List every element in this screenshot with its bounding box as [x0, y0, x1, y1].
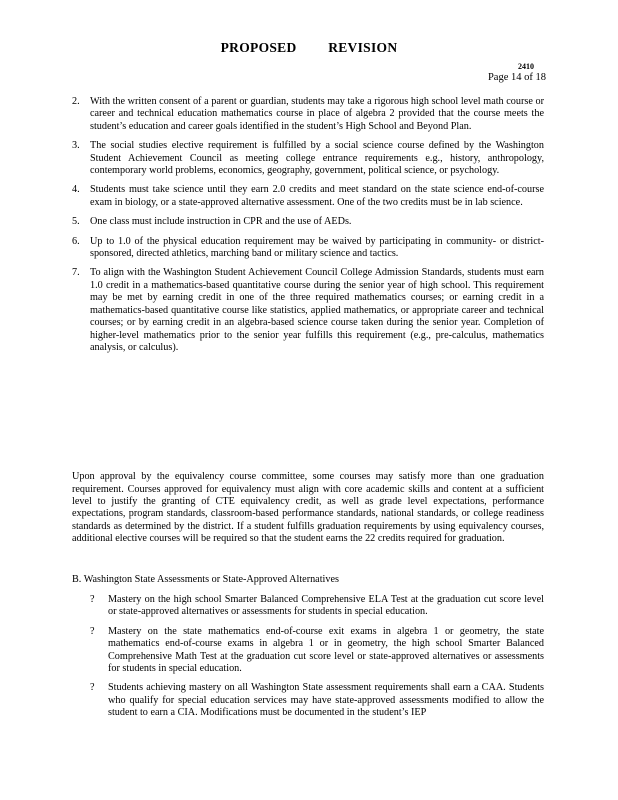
list-item — [90, 626, 544, 676]
item-number: 7. — [72, 267, 80, 279]
item-text: To align with the Washington Student Achievement Council College Admission Standards, students must earn 1.0 credit in a mathematics-based quantitative course during the senior year of high school. This requirement may be met by earning credit in one of the three required mathematics courses; or earning credit in a mathematics-based quantitative course like statistics, applied mathematics, or appropriate career and technical courses; or by earning credit in an algebra-based science course taken during the senior year. Completion of higher-level mathematics prior to the senior year fulfills this requirement (e.g., pre-calculus, mathematics analysis, or calculus). — [90, 267, 544, 353]
bullet-text: Mastery on the state mathematics end-of-course exit exams in algebra 1 or geometry, the state mathematics end-of-course exams in algebra 1 or in geometry, the high school Smarter Balanced Comprehensive Math Test at the graduation cut score level or state-approved alternatives or assessments for students in special education. — [108, 625, 544, 675]
item-text: Up to 1.0 of the physical education requirement may be waived by participating in community- or district-sponsored, directed athletics, marching band or military science and tactics. — [90, 235, 544, 260]
list-item — [72, 184, 544, 209]
item-number: 5. — [72, 216, 80, 228]
requirements-list — [72, 96, 544, 361]
item-number: 2. — [72, 96, 80, 107]
document-number: 2410 — [518, 62, 534, 71]
bullet-icon: ? — [90, 594, 95, 605]
bullet-text: Mastery on the high school Smarter Balanced Comprehensive ELA Test at the graduation cut score level or state-approved alternatives or assessments for students in special education. — [108, 594, 544, 618]
bullet-text: Students achieving mastery on all Washington State assessment requirements shall earn a CAA. Students who qualify for special education services may have state-approved assessments modified to allow the student to earn a CIA. Modifications must be documented in the student’s IEP — [108, 682, 544, 719]
item-text: One class must include instruction in CPR and the use of AEDs. — [90, 216, 352, 228]
list-item — [90, 594, 544, 619]
item-text: The social studies elective requirement is fulfilled by a social science course defined by the Washington Student Achievement Council as meeting college entrance requirements e.g., history, anthropology, contemporary world problems, economics, geography, government, political science, or psychology. — [90, 140, 544, 177]
list-item — [72, 267, 544, 354]
item-text: Students must take science until they earn 2.0 credits and meet standard on the state science end-of-course exam in biology, or a state-approved alternative assessment. One of the two credits must be in lab science. — [90, 184, 544, 208]
page-number: Page 14 of 18 — [487, 72, 546, 83]
list-item — [72, 96, 544, 133]
item-text: With the written consent of a parent or guardian, students may take a rigorous high school level math course or career and technical education mathematics course in place of algebra 2 provided that the course meets the student’s education and career goals identified in the student’s High School and Beyond Plan. — [90, 96, 544, 132]
bullet-icon: ? — [90, 625, 95, 637]
assessment-list — [90, 594, 544, 727]
list-item — [72, 216, 544, 228]
item-number: 3. — [72, 140, 80, 152]
list-item — [72, 236, 544, 261]
list-item — [90, 682, 544, 719]
item-number: 6. — [72, 235, 80, 247]
bullet-icon: ? — [90, 682, 95, 694]
list-item — [72, 140, 544, 177]
equivalency-paragraph: Upon approval by the equivalency course committee, some courses may satisfy more than one graduation requirement. Courses approved for equivalency must align with core academic skills and content at a sufficient level to justify the granting of CTE equivalency credit, as well as grade level expectations, performance expectations, program standards, classroom-based performance standards, national standards, or college readiness standards as determined by the district. If a student fulfills graduation requirements by using equivalency courses, additional elective courses will be required so that the student earns the 22 credits required for graduation. — [72, 471, 544, 545]
page-title: PROPOSED REVISION — [220, 40, 398, 55]
section-b-heading: B. Washington State Assessments or State-Approved Alternatives — [72, 574, 339, 585]
item-number: 4. — [72, 184, 80, 196]
